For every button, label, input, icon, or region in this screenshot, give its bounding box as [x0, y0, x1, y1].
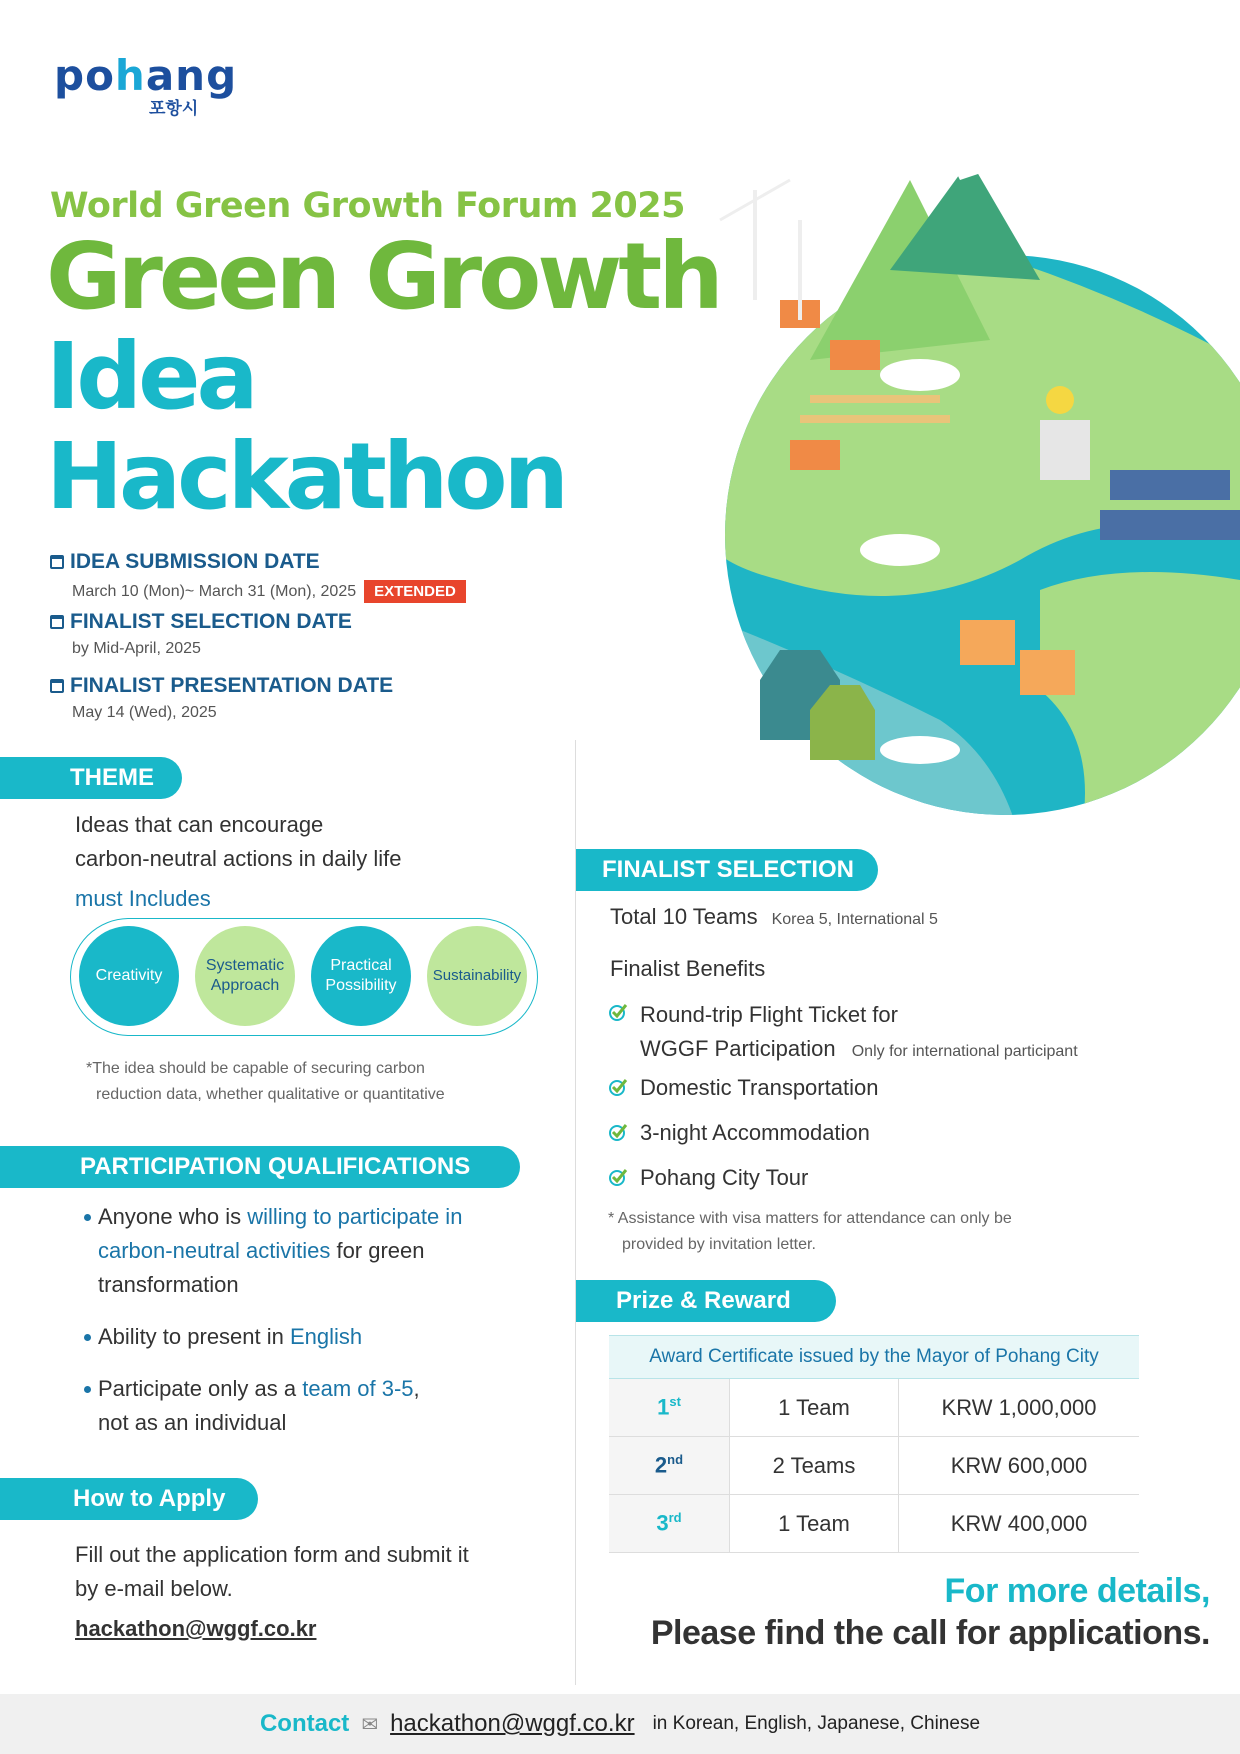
check-icon: [608, 1077, 628, 1097]
idea-submission-date: IDEA SUBMISSION DATE March 10 (Mon)~ March 31 (Mon), 2025 EXTENDED: [50, 550, 466, 603]
contact-email-link[interactable]: hackathon@wggf.co.kr: [390, 1710, 635, 1737]
forum-title: World Green Growth Forum 2025: [50, 186, 685, 226]
footer-contact: [0, 1694, 1240, 1754]
prize-row: [609, 1437, 1139, 1495]
check-icon: [608, 1002, 628, 1022]
more-details-line1: For more details,: [944, 1572, 1210, 1610]
title-line-3: Hackathon: [46, 423, 566, 530]
must-includes: must Includes: [75, 886, 211, 911]
visa-note: * Assistance with visa matters for attendance can only be provided by invitation letter.: [608, 1210, 1012, 1253]
how-to-apply-heading: How to Apply: [0, 1478, 258, 1520]
title-line-1: Green Growth: [46, 223, 720, 330]
theme-note: *The idea should be capable of securing carbon reduction data, whether qualitative or quantitative: [86, 1060, 445, 1103]
qualifications-heading: PARTICIPATION QUALIFICATIONS: [0, 1146, 520, 1188]
apply-text: Fill out the application form and submit it by e-mail below.: [75, 1542, 469, 1601]
rank-cell: 3rd: [609, 1495, 730, 1553]
more-details-line2: Please find the call for applications.: [650, 1614, 1210, 1652]
prize-row: [609, 1379, 1139, 1437]
finalist-selection-date: FINALIST SELECTION DATE by Mid-April, 2025: [50, 610, 352, 658]
envelope-icon: ✉: [361, 1713, 379, 1736]
criteria-sustainability: Sustainability: [427, 926, 527, 1026]
check-icon: [608, 1122, 628, 1142]
finalist-benefits-title: Finalist Benefits: [610, 956, 766, 981]
extended-badge: EXTENDED: [364, 580, 466, 603]
title-line-2: Idea: [46, 323, 255, 430]
presentation-date-value: May 14 (Wed), 2025: [72, 704, 217, 721]
pohang-logo: [54, 51, 244, 119]
finalist-presentation-date: FINALIST PRESENTATION DATE May 14 (Wed), 2025: [50, 674, 393, 722]
amount-cell: KRW 600,000: [950, 1452, 1088, 1478]
rank-cell: 1st: [609, 1379, 730, 1437]
teams-cell: 1 Team: [730, 1379, 899, 1437]
benefit-transportation: Domestic Transportation: [640, 1075, 879, 1100]
contact-languages: in Korean, English, Japanese, Chinese: [652, 1713, 981, 1734]
logo-korean: 포항시: [149, 99, 199, 119]
prize-heading: Prize & Reward: [576, 1280, 836, 1322]
calendar-icon: [50, 555, 64, 569]
amount-cell: KRW 400,000: [950, 1510, 1088, 1536]
rank-cell: 2nd: [609, 1437, 730, 1495]
check-icon: [608, 1167, 628, 1187]
green-earth-illustration: [660, 140, 1240, 840]
theme-text: Ideas that can encourage carbon-neutral actions in daily life: [75, 812, 402, 871]
benefit-city-tour: Pohang City Tour: [640, 1165, 809, 1190]
selection-date-value: by Mid-April, 2025: [72, 640, 201, 657]
logo-wordmark: pohang: [54, 51, 238, 100]
amount-cell: KRW 1,000,000: [941, 1394, 1097, 1420]
criteria-creativity: Creativity: [79, 926, 179, 1026]
criteria-pill: [70, 918, 538, 1036]
criteria-practical-possibility: Practical Possibility: [311, 926, 411, 1026]
contact-label: Contact: [259, 1710, 350, 1737]
finalist-total: Total 10 Teams Korea 5, International 5: [610, 904, 938, 929]
qualification-item: Ability to present in English: [98, 1320, 362, 1354]
criteria-systematic-approach: Systematic Approach: [195, 926, 295, 1026]
prize-table-header: Award Certificate issued by the Mayor of Pohang City: [609, 1336, 1139, 1379]
benefit-accommodation: 3-night Accommodation: [640, 1120, 870, 1145]
qualification-item: Participate only as a team of 3-5, not as an individual: [98, 1372, 420, 1440]
teams-cell: 2 Teams: [730, 1437, 899, 1495]
qualification-item: Anyone who is willing to participate in carbon-neutral activities for green transformation: [98, 1200, 462, 1302]
theme-heading: THEME: [0, 757, 182, 799]
submission-date-value: March 10 (Mon)~ March 31 (Mon), 2025: [72, 582, 357, 600]
teams-cell: 1 Team: [730, 1495, 899, 1553]
finalist-heading: FINALIST SELECTION: [576, 849, 878, 891]
prize-table: [609, 1335, 1139, 1553]
benefit-flight: Round-trip Flight Ticket for WGGF Participation Only for international participant: [640, 1002, 1078, 1061]
calendar-icon: [50, 615, 64, 629]
apply-email-link[interactable]: hackathon@wggf.co.kr: [75, 1616, 317, 1641]
calendar-icon: [50, 679, 64, 693]
prize-row: [609, 1495, 1139, 1553]
